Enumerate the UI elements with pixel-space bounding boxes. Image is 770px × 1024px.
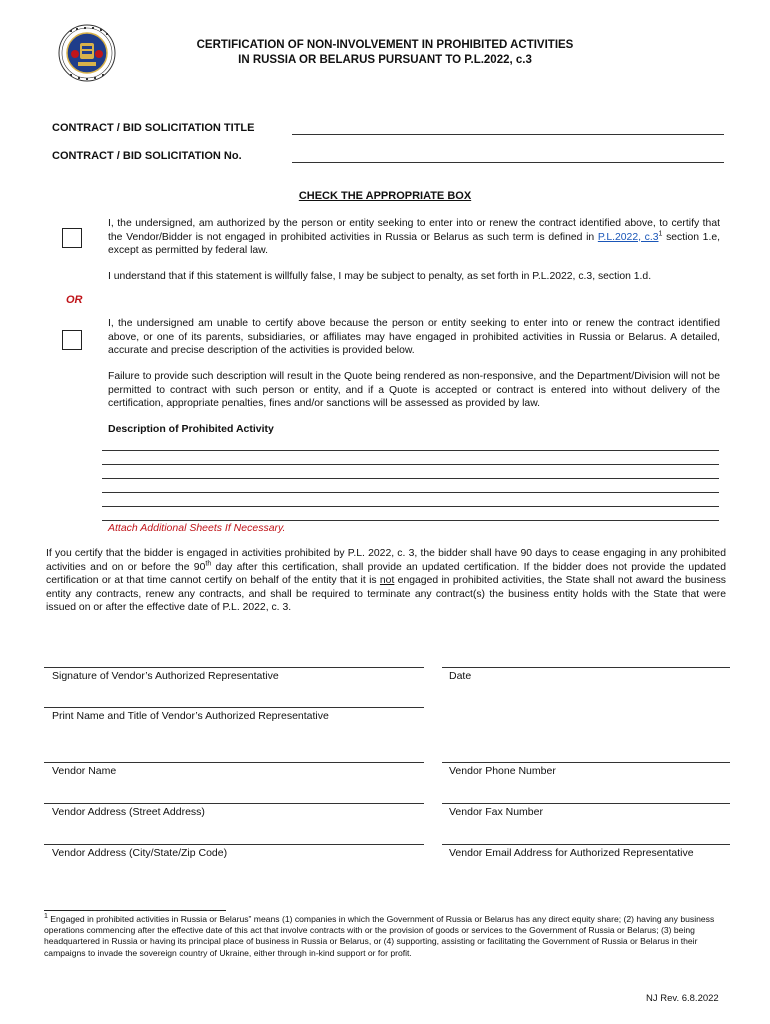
option1-text-part1: I, the undersigned, am authorized by the person or entity seeking to enter into or renew the contract identified above, to certify that the Vendor/Bidder is not engaged in prohibited activities in Russia or Belarus as such term is defined in — [108, 218, 720, 243]
date-line[interactable] — [442, 667, 730, 668]
vendor-phone-line[interactable] — [442, 762, 730, 763]
vendor-email-line[interactable] — [442, 844, 730, 845]
description-line-2[interactable] — [102, 464, 719, 465]
vendor-city-label: Vendor Address (City/State/Zip Code) — [52, 847, 228, 859]
description-line-4[interactable] — [102, 492, 719, 493]
vendor-city-line[interactable] — [44, 844, 424, 845]
description-heading: Description of Prohibited Activity — [108, 423, 274, 435]
or-label: OR — [66, 294, 83, 306]
check-box-heading: CHECK THE APPROPRIATE BOX — [298, 190, 472, 202]
footnote-text — [44, 914, 728, 959]
description-line-5[interactable] — [102, 506, 719, 507]
certify-90-days-paragraph — [46, 547, 726, 615]
footnote-body: Engaged in prohibited activities in Russia or Belarus” means (1) companies in which the Government of Russia or Belarus has any direct equity share; (2) having any business operations commencing after the effective date of this act that involve contracts with or the provision of goods or services to the Government of Russia or Belarus; (3) being headquartered in Russia or having its principal place of business in Russia or Belarus, or (4) supporting, assisting or facilitating the Government of Russia or Belarus in their campaigns to invade the sovereign country of Ukraine, either through in-kind support or for profit. — [44, 914, 715, 958]
description-line-1[interactable] — [102, 450, 719, 451]
contract-number-label: CONTRACT / BID SOLICITATION No. — [52, 150, 242, 162]
vendor-phone-label: Vendor Phone Number — [449, 765, 556, 777]
contract-title-label: CONTRACT / BID SOLICITATION TITLE — [52, 122, 255, 134]
certify-text-part1: If you certify that the bidder is engaged in activities prohibited by P.L. 2022, c. 3, the bidder shall have 90 days to cease engaging in any prohibited activities and on or before the 90 — [46, 548, 726, 573]
print-name-label: Print Name and Title of Vendor’s Authorized Representative — [52, 710, 329, 722]
option1-text-part2: section 1.e, except as permitted by federal law. — [108, 231, 720, 257]
vendor-name-line[interactable] — [44, 762, 424, 763]
description-line-3[interactable] — [102, 478, 719, 479]
vendor-email-label: Vendor Email Address for Authorized Representative — [449, 847, 694, 859]
certify-text-part3: engaged in prohibited activities, the State shall not award the business entity any contracts, renew any contracts, and shall be required to terminate any contract(s) the business entity holds with the State that were issued on or after the effective date of P.L. 2022, c. 3. — [46, 575, 727, 614]
certify-text-part2: day after this certification, shall provide an updated certification. If the bidder does not provide the updated certification or at that time cannot certify on behalf of the entity that it is — [46, 561, 726, 587]
contract-title-field[interactable] — [292, 134, 724, 135]
underlined-not: not — [379, 575, 395, 587]
footnote-separator — [44, 910, 226, 911]
document-title — [0, 38, 770, 68]
vendor-fax-line[interactable] — [442, 803, 730, 804]
option1-understand-statement: I understand that if this statement is willfully false, I may be subject to penalty, as set forth in P.L.2022, c.3, section 1.d. — [108, 271, 652, 282]
footnote-ref: 1 — [658, 230, 663, 238]
option2-statement: I, the undersigned am unable to certify above because the person or entity seeking to enter into or renew the contract identified above, or one of its parents, subsidiaries, or affiliates may have engaged in prohibited activities in Russia or Belarus. A detailed, accurate and precise description of the activities is provided below. — [108, 318, 720, 357]
footnote-number: 1 — [44, 913, 48, 921]
option2-failure-statement: Failure to provide such description will result in the Quote being rendered as non-responsive, and the Department/Division will not be permitted to contract with such person or entity, and if a Quote is accepted or contract is entered into without delivery of the certification, appropriate penalties, fines and/or sanctions will be assessed as provided by law. — [108, 371, 720, 410]
title-line-1: CERTIFICATION OF NON-INVOLVEMENT IN PROHIBITED ACTIVITIES — [196, 39, 574, 51]
revision-label: NJ Rev. 6.8.2022 — [646, 993, 719, 1004]
contract-number-field[interactable] — [292, 162, 724, 163]
vendor-fax-label: Vendor Fax Number — [449, 806, 543, 818]
vendor-name-label: Vendor Name — [52, 765, 117, 777]
certify-not-engaged-checkbox[interactable] — [62, 228, 82, 248]
pl-2022-c3-link[interactable]: P.L.2022, c.3 — [597, 231, 659, 243]
title-line-2: IN RUSSIA OR BELARUS PURSUANT TO P.L.2022, c.3 — [238, 54, 532, 66]
vendor-street-line[interactable] — [44, 803, 424, 804]
signature-label: Signature of Vendor’s Authorized Representative — [52, 670, 279, 682]
option1-statement — [108, 217, 720, 258]
attach-sheets-note: Attach Additional Sheets If Necessary. — [108, 522, 286, 534]
vendor-street-label: Vendor Address (Street Address) — [52, 806, 205, 818]
description-line-6[interactable] — [102, 520, 719, 521]
signature-line[interactable] — [44, 667, 424, 668]
date-label: Date — [449, 670, 472, 682]
unable-to-certify-checkbox[interactable] — [62, 330, 82, 350]
ordinal-suffix: th — [205, 560, 212, 568]
print-name-line[interactable] — [44, 707, 424, 708]
